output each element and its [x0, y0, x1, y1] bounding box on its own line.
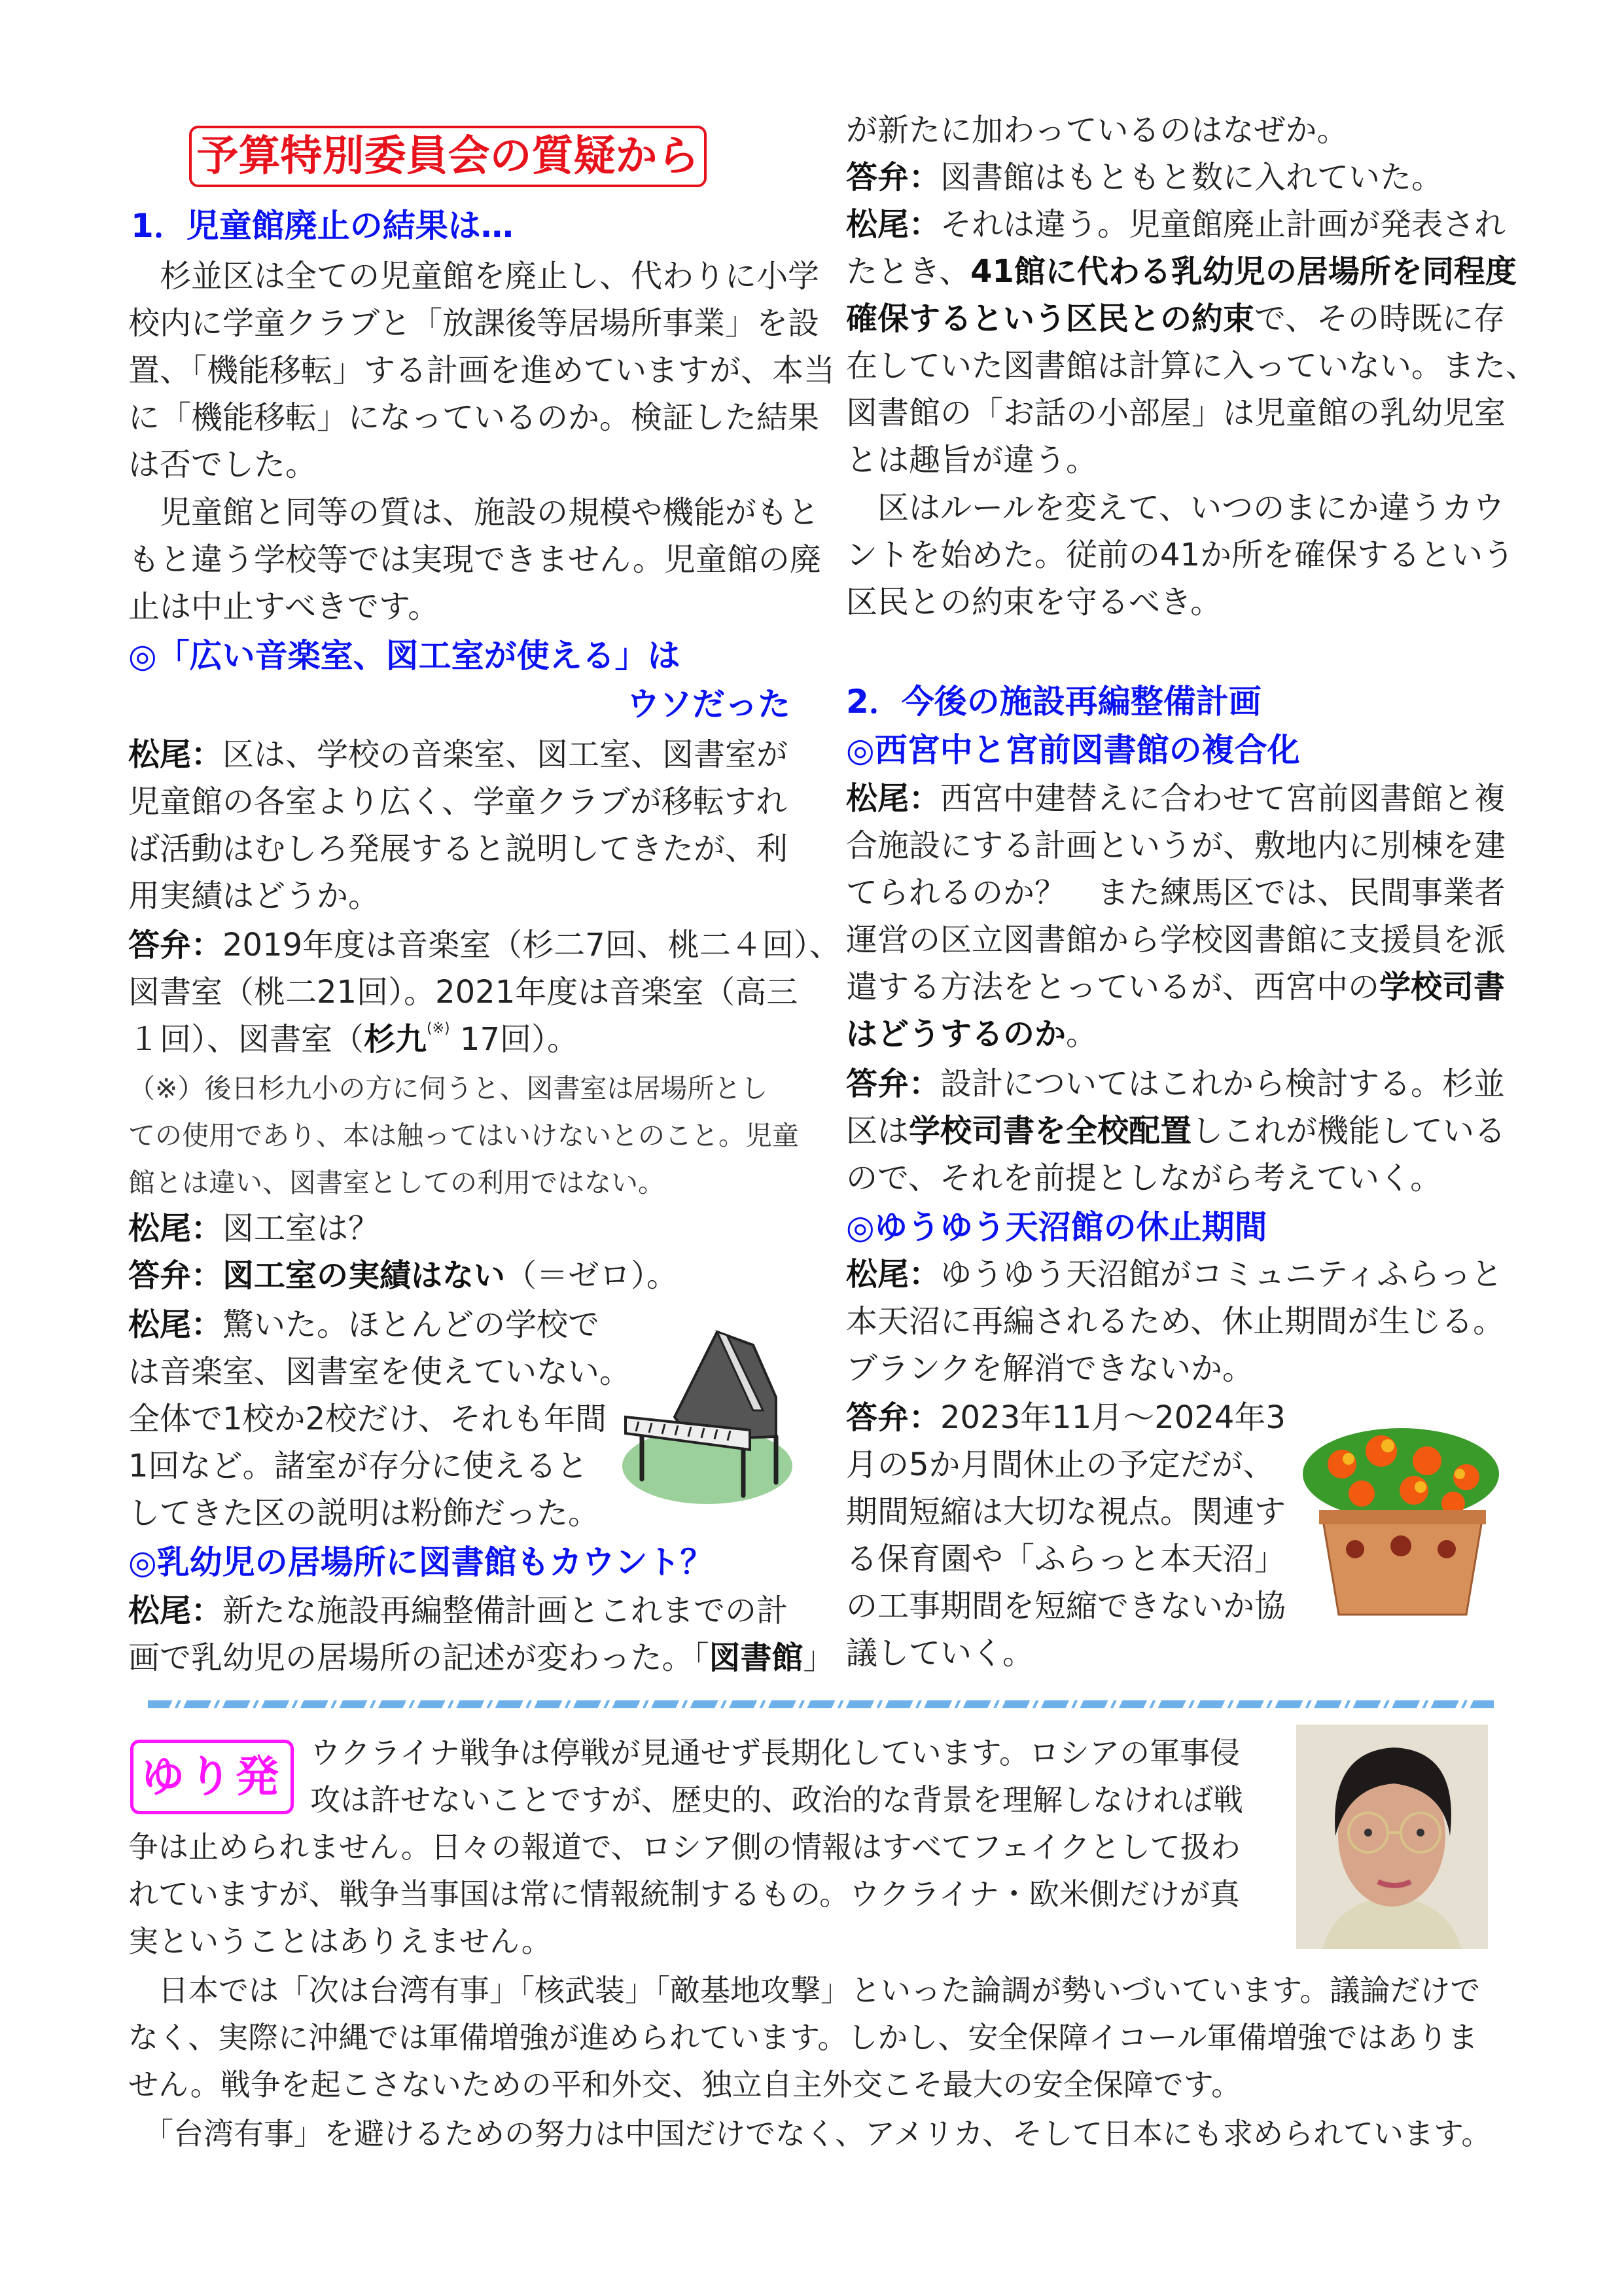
author-portrait-photo: [1296, 1725, 1488, 1949]
text-line: 実ということはありえません。: [128, 1924, 552, 1959]
footnote: [128, 1065, 799, 1206]
text-line: [846, 295, 1537, 342]
text-line: 1回など。諸室が存分に使えると: [128, 1448, 588, 1484]
text-line: ントを始めた。従前の41か所を確保するという: [846, 537, 1515, 573]
matsuo-question-2: [128, 1205, 380, 1252]
text-line: 争は止められません。日々の報道で、ロシア側の情報はすべてフェイクとして扱わ: [128, 1829, 1241, 1865]
bold-text: 松尾：: [846, 780, 941, 817]
text-segment: 新たな施設再編整備計画とこれまでの計: [222, 1592, 788, 1629]
matsuo-question-5: [846, 775, 1506, 1058]
matsuo-question-1: [128, 731, 788, 920]
text-line: せん。戦争を起こさないための平和外交、独立自主外交こそ最大の安全保障です。: [128, 2067, 1242, 2102]
text-line: 期間短縮は大切な視点。関連す: [846, 1494, 1286, 1530]
text-line: [846, 1107, 1506, 1155]
text-line: 「台湾有事」を避けるための努力は中国だけでなく、アメリカ、そして日本にも求められています。: [128, 2116, 1492, 2151]
footnote-marker: (※): [427, 1020, 450, 1037]
text-line: 全体で1校か2校だけ、それも年間: [128, 1401, 607, 1437]
subheading-nishimiya: [846, 726, 1300, 774]
text-segment: ゆうゆう天沼館がコミュニティふらっと: [940, 1256, 1503, 1293]
section-1-heading: 1．児童館廃止の結果は…: [131, 207, 514, 245]
text-segment: 。: [1066, 1016, 1098, 1052]
column-paragraph-3: [128, 2110, 1491, 2157]
text-segment: １回）、図書室（: [128, 1021, 364, 1058]
text-line: ◎西宮中と宮前図書館の複合化: [846, 731, 1300, 769]
bold-text: 図工室の実績はない: [222, 1257, 506, 1294]
text-line: もと違う学校等では実現できません。児童館の廃: [128, 541, 821, 578]
grand-piano-illustration: [612, 1319, 792, 1509]
text-line: 日本では「次は台湾有事」「核武装」「敵基地攻撃」といった論調が勢いづいています。議論だけで: [128, 1973, 1481, 2008]
answer-2: [128, 1252, 678, 1299]
matsuo-comment-3: [128, 1301, 631, 1537]
section-1-paragraph-2: [128, 489, 821, 630]
bold-text: 答弁：: [128, 1257, 223, 1294]
text-line: れていますが、戦争当事国は常に情報統制するもの。ウクライナ・欧米側だけが真: [128, 1876, 1240, 1912]
text-line: [846, 775, 1506, 822]
bold-text: 答弁：: [846, 159, 941, 196]
bold-text: 松尾：: [128, 1306, 223, 1343]
text-line: 図書館の「お話の小部屋」は児童館の乳幼児室: [846, 395, 1506, 431]
text-line: ◎ゆうゆう天沼館の休止期間: [846, 1208, 1267, 1246]
bold-text: 答弁：: [846, 1399, 941, 1436]
text-line: [128, 1016, 841, 1063]
text-line: [128, 1301, 631, 1348]
text-line: ので、それを前提としながら考えていく。: [846, 1160, 1442, 1196]
text-segment: 図工室は？: [222, 1210, 380, 1247]
text-line: 館とは違い、図書室としての利用ではない。: [128, 1167, 665, 1198]
text-line: してきた区の説明は粉飾だった。: [128, 1495, 600, 1532]
column-paragraph-1-rest: [128, 1823, 1241, 1965]
bold-text: 松尾：: [128, 736, 223, 773]
bold-text: 松尾：: [128, 1210, 223, 1247]
text-line: [128, 1587, 835, 1634]
text-segment: 」: [803, 1640, 835, 1676]
text-line: [846, 201, 1537, 248]
page-title: 予算特別委員会の質疑から: [189, 126, 707, 187]
text-segment: それは違う。児童館廃止計画が発表され: [940, 206, 1506, 243]
text-line: 止は中止すべきです。: [128, 588, 440, 625]
text-segment: で、その時既に存: [1254, 300, 1506, 337]
text-line: 杉並区は全ての児童館を廃止し、代わりに小学: [128, 258, 820, 295]
text-line: 図書室（桃二21回）。2021年度は音楽室（高三: [128, 974, 798, 1011]
text-line: 校内に学童クラブと「放課後等居場所事業」を設: [128, 305, 820, 342]
text-segment: 遣する方法をとっているが、西宮中の: [846, 969, 1380, 1005]
answer-1: [128, 922, 841, 1063]
text-line: てられるのか？ また練馬区では、民間事業者: [846, 874, 1506, 911]
subheading-library-count: [128, 1539, 713, 1586]
text-line: ウクライナ戦争は停戦が見通せず長期化しています。ロシアの軍事侵: [310, 1735, 1240, 1770]
answer-6: [846, 1394, 1286, 1677]
text-segment: 設計についてはこれから検討する。杉並: [940, 1066, 1506, 1102]
bold-text: 松尾：: [128, 1592, 223, 1629]
text-line: [846, 154, 1537, 201]
text-line: 区民との約束を守るべき。: [846, 584, 1222, 620]
column-paragraph-2: [128, 1967, 1480, 2108]
text-segment: 西宮中建替えに合わせて宮前図書館と複: [940, 780, 1506, 817]
text-line: [128, 1205, 380, 1252]
text-line: [846, 963, 1506, 1011]
text-line: に「機能移転」になっているのか。検証した結果: [128, 399, 820, 436]
bold-text: 答弁：: [846, 1066, 941, 1102]
text-line: [128, 1634, 835, 1681]
text-line: の工事期間を短縮できないか協: [846, 1588, 1286, 1624]
text-line: 置、「機能移転」する計画を進めていますが、本当: [128, 352, 836, 389]
text-line: [846, 1394, 1286, 1441]
bold-text: 松尾：: [846, 206, 941, 243]
continued-question: [846, 107, 1537, 484]
text-segment: しこれが機能している: [1192, 1113, 1506, 1149]
text-line: ウソだった: [627, 685, 790, 723]
text-line: 区はルールを変えて、いつのまにか違うカウ: [846, 490, 1505, 526]
section-divider: [148, 1700, 1494, 1708]
section-2-heading: [846, 678, 1262, 725]
bold-text: 学校司書を全校配置: [909, 1113, 1192, 1149]
text-line: なく、実際に沖縄では軍備増強が進められています。しかし、安全保障イコール軍備増強ではありま: [128, 2020, 1478, 2055]
matsuo-question-4: [128, 1587, 835, 1681]
text-line: は否でした。: [128, 446, 317, 483]
text-line: 月の5か月間休止の予定だが、: [846, 1446, 1275, 1483]
text-line: 在していた図書館は計算に入っていない。また、: [846, 348, 1538, 384]
text-line: 合施設にする計画というが、敷地内に別棟を建: [846, 827, 1506, 864]
text-segment: （＝ゼロ）。: [505, 1257, 679, 1294]
text-segment: 2023年11月～2024年3: [940, 1399, 1286, 1436]
subheading-music-room: [128, 632, 680, 679]
text-line: る保育園や「ふらっと本天沼」: [846, 1541, 1286, 1577]
section-1-paragraph-1: [128, 253, 835, 488]
bold-text: 答弁：: [128, 927, 223, 963]
text-segment: 図書館はもともと数に入れていた。: [940, 159, 1443, 196]
bold-text: 松尾：: [846, 1256, 941, 1293]
bold-text: 図書館: [709, 1640, 803, 1676]
text-line: （※）後日杉九小の方に伺うと、図書室は居場所とし: [128, 1073, 768, 1104]
text-line: ◎乳幼児の居場所に図書館もカウント？: [128, 1543, 713, 1581]
bold-text: 杉九: [364, 1021, 427, 1058]
bold-text: はどうするのか: [846, 1016, 1067, 1052]
text-segment: 区は、学校の音楽室、図工室、図書室が: [222, 736, 788, 773]
text-line: は音楽室、図書室を使えていない。: [128, 1353, 631, 1390]
subheading-yuyu-amanuma: [846, 1204, 1267, 1251]
answer-5: [846, 1060, 1506, 1202]
text-line: 運営の区立図書館から学校図書館に支援員を派: [846, 922, 1506, 958]
text-line: ◎「広い音楽室、図工室が使える」は: [128, 637, 680, 675]
text-segment: たとき、: [846, 253, 971, 290]
column-paragraph-1-top: [310, 1729, 1243, 1823]
text-line: [846, 1060, 1506, 1107]
text-line: ての使用であり、本は触ってはいけないとのこと。児童: [128, 1120, 799, 1151]
text-segment: 画で乳幼児の居場所の記述が変わった。「: [128, 1640, 709, 1676]
bold-text: 確保するという区民との約束: [846, 300, 1255, 337]
bold-text: 41館に代わる乳幼児の居場所を同程度: [970, 253, 1517, 290]
yuri-hatsu-badge: ゆり発: [130, 1740, 294, 1814]
text-line: 攻は許せないことですが、歴史的、政治的な背景を理解しなければ戦: [310, 1782, 1243, 1818]
flower-pot-illustration: [1296, 1425, 1506, 1618]
text-line: [128, 731, 788, 778]
text-line: 用実績はどうか。: [128, 878, 380, 914]
matsuo-question-6: [846, 1251, 1504, 1392]
text-line: [128, 922, 841, 969]
section-1-conclusion: [846, 484, 1514, 626]
text-segment: 17回）。: [450, 1021, 578, 1058]
text-line: [128, 1252, 678, 1299]
text-line: 2．今後の施設再編整備計画: [846, 683, 1262, 721]
text-line: [846, 1011, 1506, 1058]
bold-text: 学校司書: [1379, 969, 1506, 1005]
text-segment: 2019年度は音楽室（杉二7回、桃二４回）、: [222, 927, 841, 963]
text-line: ば活動はむしろ発展すると説明してきたが、利: [128, 831, 788, 867]
text-line: 議していく。: [846, 1635, 1034, 1672]
text-line: 児童館の各室より広く、学童クラブが移転すれ: [128, 783, 788, 820]
text-line: 児童館と同等の質は、施設の規模や機能がもと: [128, 494, 820, 531]
text-line: ブランクを解消できないか。: [846, 1350, 1254, 1387]
text-segment: 区は: [846, 1113, 909, 1149]
text-line: [846, 1251, 1504, 1298]
text-line: が新たに加わっているのはなぜか。: [846, 112, 1349, 149]
subheading-music-room-line2: [128, 681, 790, 728]
text-line: [846, 248, 1537, 295]
text-segment: 驚いた。ほとんどの学校で: [222, 1306, 600, 1343]
text-line: とは趣旨が違う。: [846, 442, 1098, 478]
text-line: 本天沼に再編されるため、休止期間が生じる。: [846, 1303, 1505, 1340]
